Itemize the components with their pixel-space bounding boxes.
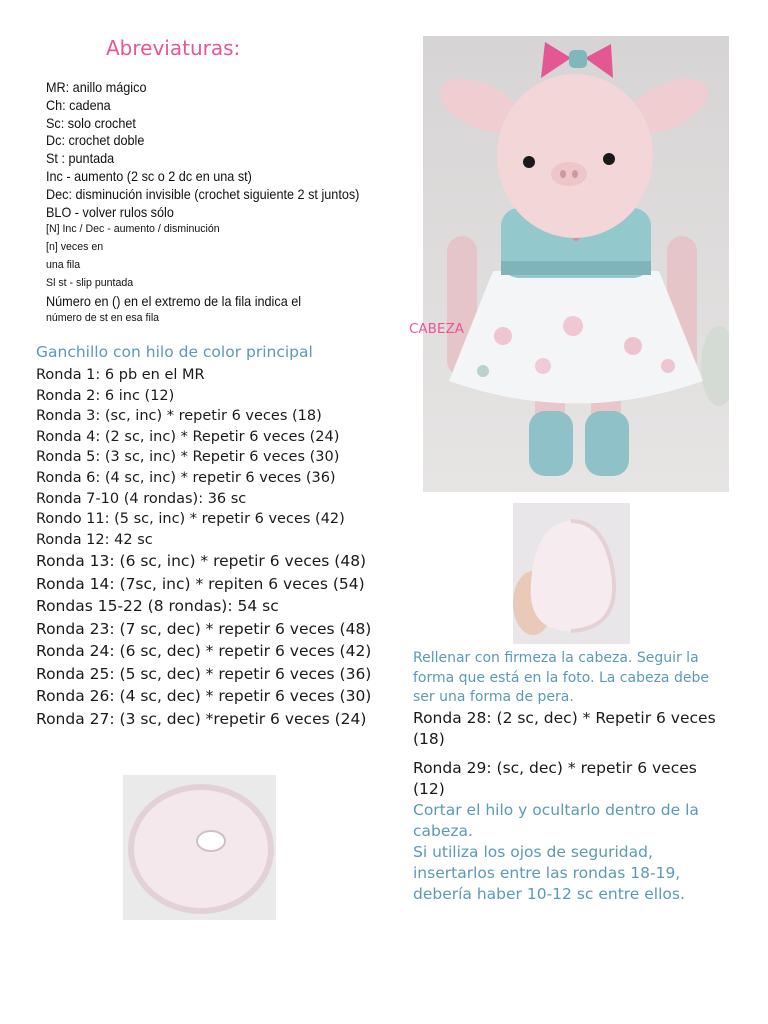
round-line: Ronda 4: (2 sc, inc) * Repetir 6 veces (24) (36, 428, 340, 445)
round-line: Rondo 11: (5 sc, inc) * repetir 6 veces (42) (36, 511, 345, 528)
round-line: Ronda 5: (3 sc, inc) * Repetir 6 veces (30) (36, 449, 340, 466)
round-line: Ronda 12: 42 sc (36, 531, 153, 548)
round-line: Ronda 3: (sc, inc) * repetir 6 veces (18) (36, 408, 322, 425)
round-line: Ronda 1: 6 pb en el MR (36, 367, 205, 383)
round-line: Ronda 2: 6 inc (12) (36, 387, 175, 404)
abbreviation-line: [N] Inc / Dec - aumento / disminución (46, 223, 220, 236)
right-column-text (413, 649, 733, 905)
abbreviation-line: número de st en esa fila (46, 312, 160, 325)
abbreviation-line: Número en () en el extremo de la fila indica el (46, 293, 302, 309)
safety-eyes-note: Si utiliza los ojos de seguridad, insertarlos entre las rondas 18-19, debería haber 10-12 sc entre ellos. (413, 842, 685, 903)
round-line: Ronda 23: (7 sc, dec) * repetir 6 veces (48) (36, 619, 372, 638)
doll-photo (423, 36, 729, 492)
round-line: Ronda 25: (5 sc, dec) * repetir 6 veces (36) (36, 664, 372, 683)
abbreviation-line: Sl st - slip puntada (46, 276, 134, 289)
abbreviations-list (46, 79, 406, 328)
round-29: Ronda 29: (sc, dec) * repetir 6 veces (12) (413, 758, 697, 798)
round-line: Ronda 14: (7sc, inc) * repiten 6 veces (54) (36, 574, 365, 593)
cut-yarn-note: Cortar el hilo y ocultarlo dentro de la cabeza. (413, 800, 699, 840)
stuffing-note: Rellenar con firmeza la cabeza. Seguir la forma que está en la foto. La cabeza debe ser una forma de pera. (413, 650, 709, 705)
section-subtitle: Ganchillo con hilo de color principal (36, 343, 313, 361)
round-line: Ronda 27: (3 sc, dec) *repetir 6 veces (24) (36, 709, 367, 728)
round-line: Ronda 26: (4 sc, dec) * repetir 6 veces (30) (36, 687, 372, 706)
abbreviation-line: MR: anillo mágico (46, 80, 147, 95)
doll-illustration (423, 36, 729, 492)
abbreviation-line: Inc - aumento (2 sc o 2 dc en una st) (46, 168, 252, 184)
abbreviation-line: una fila (46, 258, 81, 271)
round-line: Ronda 7-10 (4 rondas): 36 sc (36, 490, 247, 507)
head-bottom-photo (123, 775, 276, 920)
abbreviation-line: Ch: cadena (46, 97, 111, 113)
section-label: CABEZA (409, 321, 464, 337)
abbreviation-line: Dc: crochet doble (46, 133, 145, 149)
abbreviation-line: BLO - volver rulos sólo (46, 204, 174, 220)
round-line: Ronda 13: (6 sc, inc) * repetir 6 veces (48) (36, 552, 367, 571)
head-shape-photo (513, 503, 630, 644)
rounds-list (36, 365, 406, 730)
abbreviation-line: St : puntada (46, 151, 115, 167)
round-line: Ronda 24: (6 sc, dec) * repetir 6 veces (42) (36, 642, 372, 661)
abbreviations-title: Abreviaturas: (106, 36, 241, 60)
head-shape-illustration (513, 503, 630, 644)
round-line: Ronda 6: (4 sc, inc) * repetir 6 veces (36) (36, 469, 336, 486)
head-bottom-illustration (123, 775, 276, 920)
round-28: Ronda 28: (2 sc, dec) * Repetir 6 veces (18) (413, 708, 716, 748)
round-line: Rondas 15-22 (8 rondas): 54 sc (36, 597, 279, 616)
abbreviation-line: [n] veces en (46, 241, 104, 254)
abbreviation-line: Dec: disminución invisible (crochet siguiente 2 st juntos) (46, 186, 360, 202)
abbreviation-line: Sc: solo crochet (46, 115, 136, 131)
